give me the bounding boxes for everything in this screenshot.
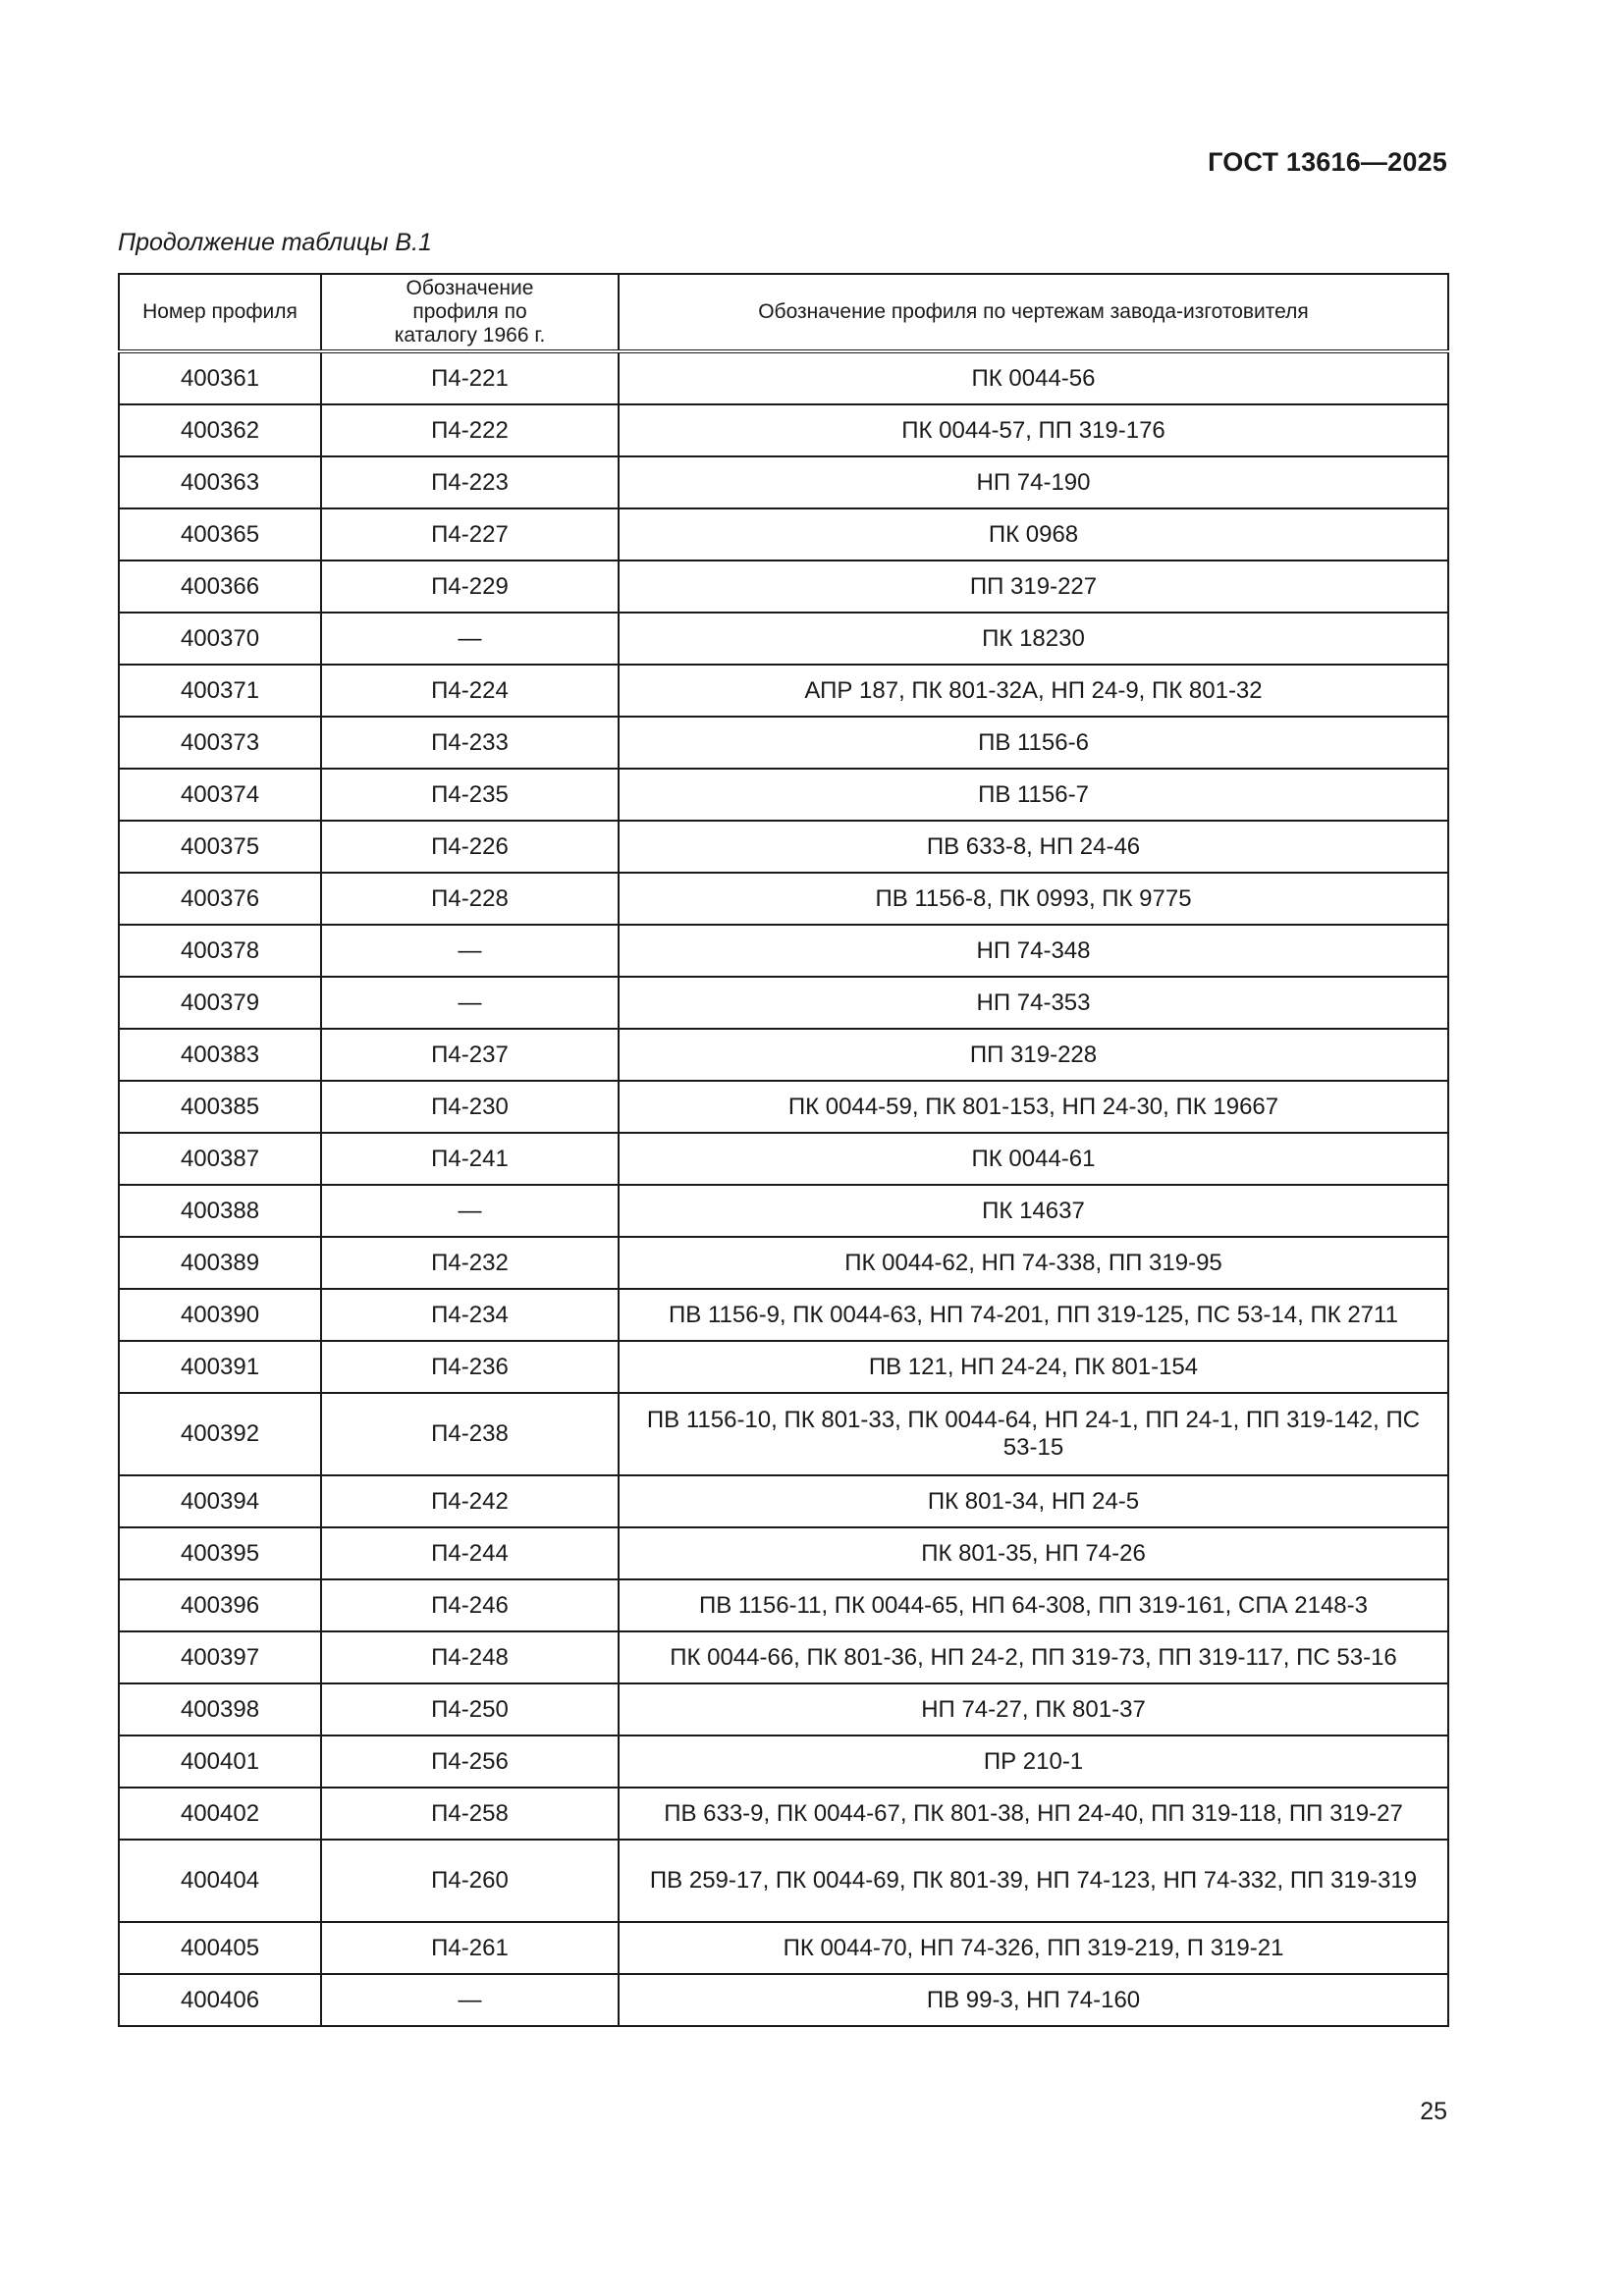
table-row (119, 1185, 1448, 1237)
profile-number-cell: 400392 (119, 1393, 321, 1475)
table-row (119, 769, 1448, 821)
catalog-designation-cell: П4-227 (321, 508, 619, 561)
table-row (119, 1237, 1448, 1289)
factory-designation-cell: АПР 187, ПК 801-32А, НП 24-9, ПК 801-32 (619, 665, 1448, 717)
factory-designation-cell: НП 74-190 (619, 456, 1448, 508)
factory-designation-cell: ПВ 633-8, НП 24-46 (619, 821, 1448, 873)
factory-designation-cell: ПК 0044-62, НП 74-338, ПП 319-95 (619, 1237, 1448, 1289)
profile-number-cell: 400401 (119, 1735, 321, 1788)
profile-number-cell: 400395 (119, 1527, 321, 1579)
table-row (119, 1631, 1448, 1683)
catalog-designation-cell: П4-260 (321, 1840, 619, 1922)
catalog-designation-cell: — (321, 1974, 619, 2026)
table-row (119, 613, 1448, 665)
factory-designation-cell: ПК 0044-59, ПК 801-153, НП 24-30, ПК 19667 (619, 1081, 1448, 1133)
profile-number-cell: 400394 (119, 1475, 321, 1527)
table-row (119, 1081, 1448, 1133)
profile-number-cell: 400376 (119, 873, 321, 925)
document-header: ГОСТ 13616—2025 (1208, 147, 1447, 177)
catalog-designation-cell: — (321, 613, 619, 665)
factory-designation-cell: ПК 0044-70, НП 74-326, ПП 319-219, П 319-21 (619, 1922, 1448, 1974)
factory-designation-cell: ПК 0044-57, ПП 319-176 (619, 404, 1448, 456)
catalog-designation-cell: П4-242 (321, 1475, 619, 1527)
table-row (119, 1840, 1448, 1922)
factory-designation-cell: ПП 319-227 (619, 561, 1448, 613)
profile-number-cell: 400362 (119, 404, 321, 456)
factory-designation-cell: ПВ 99-3, НП 74-160 (619, 1974, 1448, 2026)
catalog-designation-cell: — (321, 925, 619, 977)
column-header-factory-designation: Обозначение профиля по чертежам завода-изготовителя (619, 274, 1448, 351)
catalog-designation-cell: П4-223 (321, 456, 619, 508)
table-row (119, 717, 1448, 769)
catalog-designation-cell: П4-232 (321, 1237, 619, 1289)
catalog-designation-cell: П4-261 (321, 1922, 619, 1974)
page-number: 25 (1420, 2098, 1447, 2125)
table-row (119, 1289, 1448, 1341)
factory-designation-cell: ПК 0044-66, ПК 801-36, НП 24-2, ПП 319-73, ПП 319-117, ПС 53-16 (619, 1631, 1448, 1683)
catalog-designation-cell: П4-222 (321, 404, 619, 456)
factory-designation-cell: ПВ 121, НП 24-24, ПК 801-154 (619, 1341, 1448, 1393)
catalog-designation-cell: П4-246 (321, 1579, 619, 1631)
catalog-designation-cell: П4-248 (321, 1631, 619, 1683)
catalog-designation-cell: П4-233 (321, 717, 619, 769)
table-row (119, 456, 1448, 508)
table-row (119, 1475, 1448, 1527)
factory-designation-cell: ПК 18230 (619, 613, 1448, 665)
factory-designation-cell: НП 74-27, ПК 801-37 (619, 1683, 1448, 1735)
factory-designation-cell: ПК 14637 (619, 1185, 1448, 1237)
factory-designation-cell: НП 74-353 (619, 977, 1448, 1029)
column-header-profile-number: Номер профиля (119, 274, 321, 351)
profile-number-cell: 400388 (119, 1185, 321, 1237)
table-row (119, 925, 1448, 977)
catalog-designation-cell: П4-235 (321, 769, 619, 821)
factory-designation-cell: ПВ 1156-11, ПК 0044-65, НП 64-308, ПП 319-161, СПА 2148-3 (619, 1579, 1448, 1631)
table-row (119, 873, 1448, 925)
table-row (119, 665, 1448, 717)
profile-number-cell: 400366 (119, 561, 321, 613)
table-row (119, 351, 1448, 404)
factory-designation-cell: ПК 801-35, НП 74-26 (619, 1527, 1448, 1579)
factory-designation-cell: ПВ 1156-6 (619, 717, 1448, 769)
catalog-designation-cell: П4-256 (321, 1735, 619, 1788)
column-header-catalog-designation: Обозначение профиля по каталогу 1966 г. (321, 274, 619, 351)
catalog-designation-cell: — (321, 1185, 619, 1237)
factory-designation-cell: ПВ 633-9, ПК 0044-67, ПК 801-38, НП 24-40, ПП 319-118, ПП 319-27 (619, 1788, 1448, 1840)
table-row (119, 1029, 1448, 1081)
profile-number-cell: 400373 (119, 717, 321, 769)
profile-number-cell: 400370 (119, 613, 321, 665)
table-header-row (119, 274, 1448, 351)
factory-designation-cell: ПК 801-34, НП 24-5 (619, 1475, 1448, 1527)
profile-number-cell: 400391 (119, 1341, 321, 1393)
profile-number-cell: 400402 (119, 1788, 321, 1840)
table-row (119, 1974, 1448, 2026)
factory-designation-cell: НП 74-348 (619, 925, 1448, 977)
profile-number-cell: 400390 (119, 1289, 321, 1341)
table-row (119, 404, 1448, 456)
factory-designation-cell: ПВ 1156-10, ПК 801-33, ПК 0044-64, НП 24-1, ПП 24-1, ПП 319-142, ПС 53-15 (619, 1393, 1448, 1475)
profile-number-cell: 400383 (119, 1029, 321, 1081)
factory-designation-cell: ПР 210-1 (619, 1735, 1448, 1788)
factory-designation-cell: ПВ 1156-7 (619, 769, 1448, 821)
profile-number-cell: 400396 (119, 1579, 321, 1631)
catalog-designation-cell: П4-230 (321, 1081, 619, 1133)
factory-designation-cell: ПК 0044-56 (619, 351, 1448, 404)
table-row (119, 1683, 1448, 1735)
profile-number-cell: 400375 (119, 821, 321, 873)
catalog-designation-cell: П4-237 (321, 1029, 619, 1081)
table-row (119, 821, 1448, 873)
catalog-designation-cell: П4-226 (321, 821, 619, 873)
catalog-designation-cell: П4-250 (321, 1683, 619, 1735)
profile-number-cell: 400379 (119, 977, 321, 1029)
table-row (119, 508, 1448, 561)
table-row (119, 1341, 1448, 1393)
profile-number-cell: 400371 (119, 665, 321, 717)
factory-designation-cell: ПВ 1156-9, ПК 0044-63, НП 74-201, ПП 319-125, ПС 53-14, ПК 2711 (619, 1289, 1448, 1341)
table-row (119, 1788, 1448, 1840)
catalog-designation-cell: П4-229 (321, 561, 619, 613)
profile-number-cell: 400378 (119, 925, 321, 977)
catalog-designation-cell: П4-238 (321, 1393, 619, 1475)
profile-number-cell: 400387 (119, 1133, 321, 1185)
catalog-designation-cell: П4-236 (321, 1341, 619, 1393)
catalog-designation-cell: П4-224 (321, 665, 619, 717)
profile-number-cell: 400363 (119, 456, 321, 508)
profiles-table (118, 273, 1449, 2027)
catalog-designation-cell: П4-221 (321, 351, 619, 404)
factory-designation-cell: ПК 0044-61 (619, 1133, 1448, 1185)
table-row (119, 1527, 1448, 1579)
profile-number-cell: 400406 (119, 1974, 321, 2026)
factory-designation-cell: ПК 0968 (619, 508, 1448, 561)
catalog-designation-cell: П4-244 (321, 1527, 619, 1579)
profile-number-cell: 400389 (119, 1237, 321, 1289)
table-row (119, 1735, 1448, 1788)
profile-number-cell: 400404 (119, 1840, 321, 1922)
table-row (119, 561, 1448, 613)
table-body (119, 351, 1448, 2026)
catalog-designation-cell: — (321, 977, 619, 1029)
profile-number-cell: 400398 (119, 1683, 321, 1735)
profile-number-cell: 400397 (119, 1631, 321, 1683)
catalog-designation-cell: П4-228 (321, 873, 619, 925)
profile-number-cell: 400374 (119, 769, 321, 821)
profile-number-cell: 400405 (119, 1922, 321, 1974)
profile-number-cell: 400361 (119, 351, 321, 404)
table-row (119, 1922, 1448, 1974)
profile-number-cell: 400365 (119, 508, 321, 561)
table-caption: Продолжение таблицы В.1 (118, 229, 432, 256)
catalog-designation-cell: П4-234 (321, 1289, 619, 1341)
table-row (119, 1393, 1448, 1475)
profile-number-cell: 400385 (119, 1081, 321, 1133)
table-row (119, 1133, 1448, 1185)
table-row (119, 1579, 1448, 1631)
factory-designation-cell: ПВ 1156-8, ПК 0993, ПК 9775 (619, 873, 1448, 925)
factory-designation-cell: ПВ 259-17, ПК 0044-69, ПК 801-39, НП 74-123, НП 74-332, ПП 319-319 (619, 1840, 1448, 1922)
catalog-designation-cell: П4-241 (321, 1133, 619, 1185)
factory-designation-cell: ПП 319-228 (619, 1029, 1448, 1081)
catalog-designation-cell: П4-258 (321, 1788, 619, 1840)
table-row (119, 977, 1448, 1029)
